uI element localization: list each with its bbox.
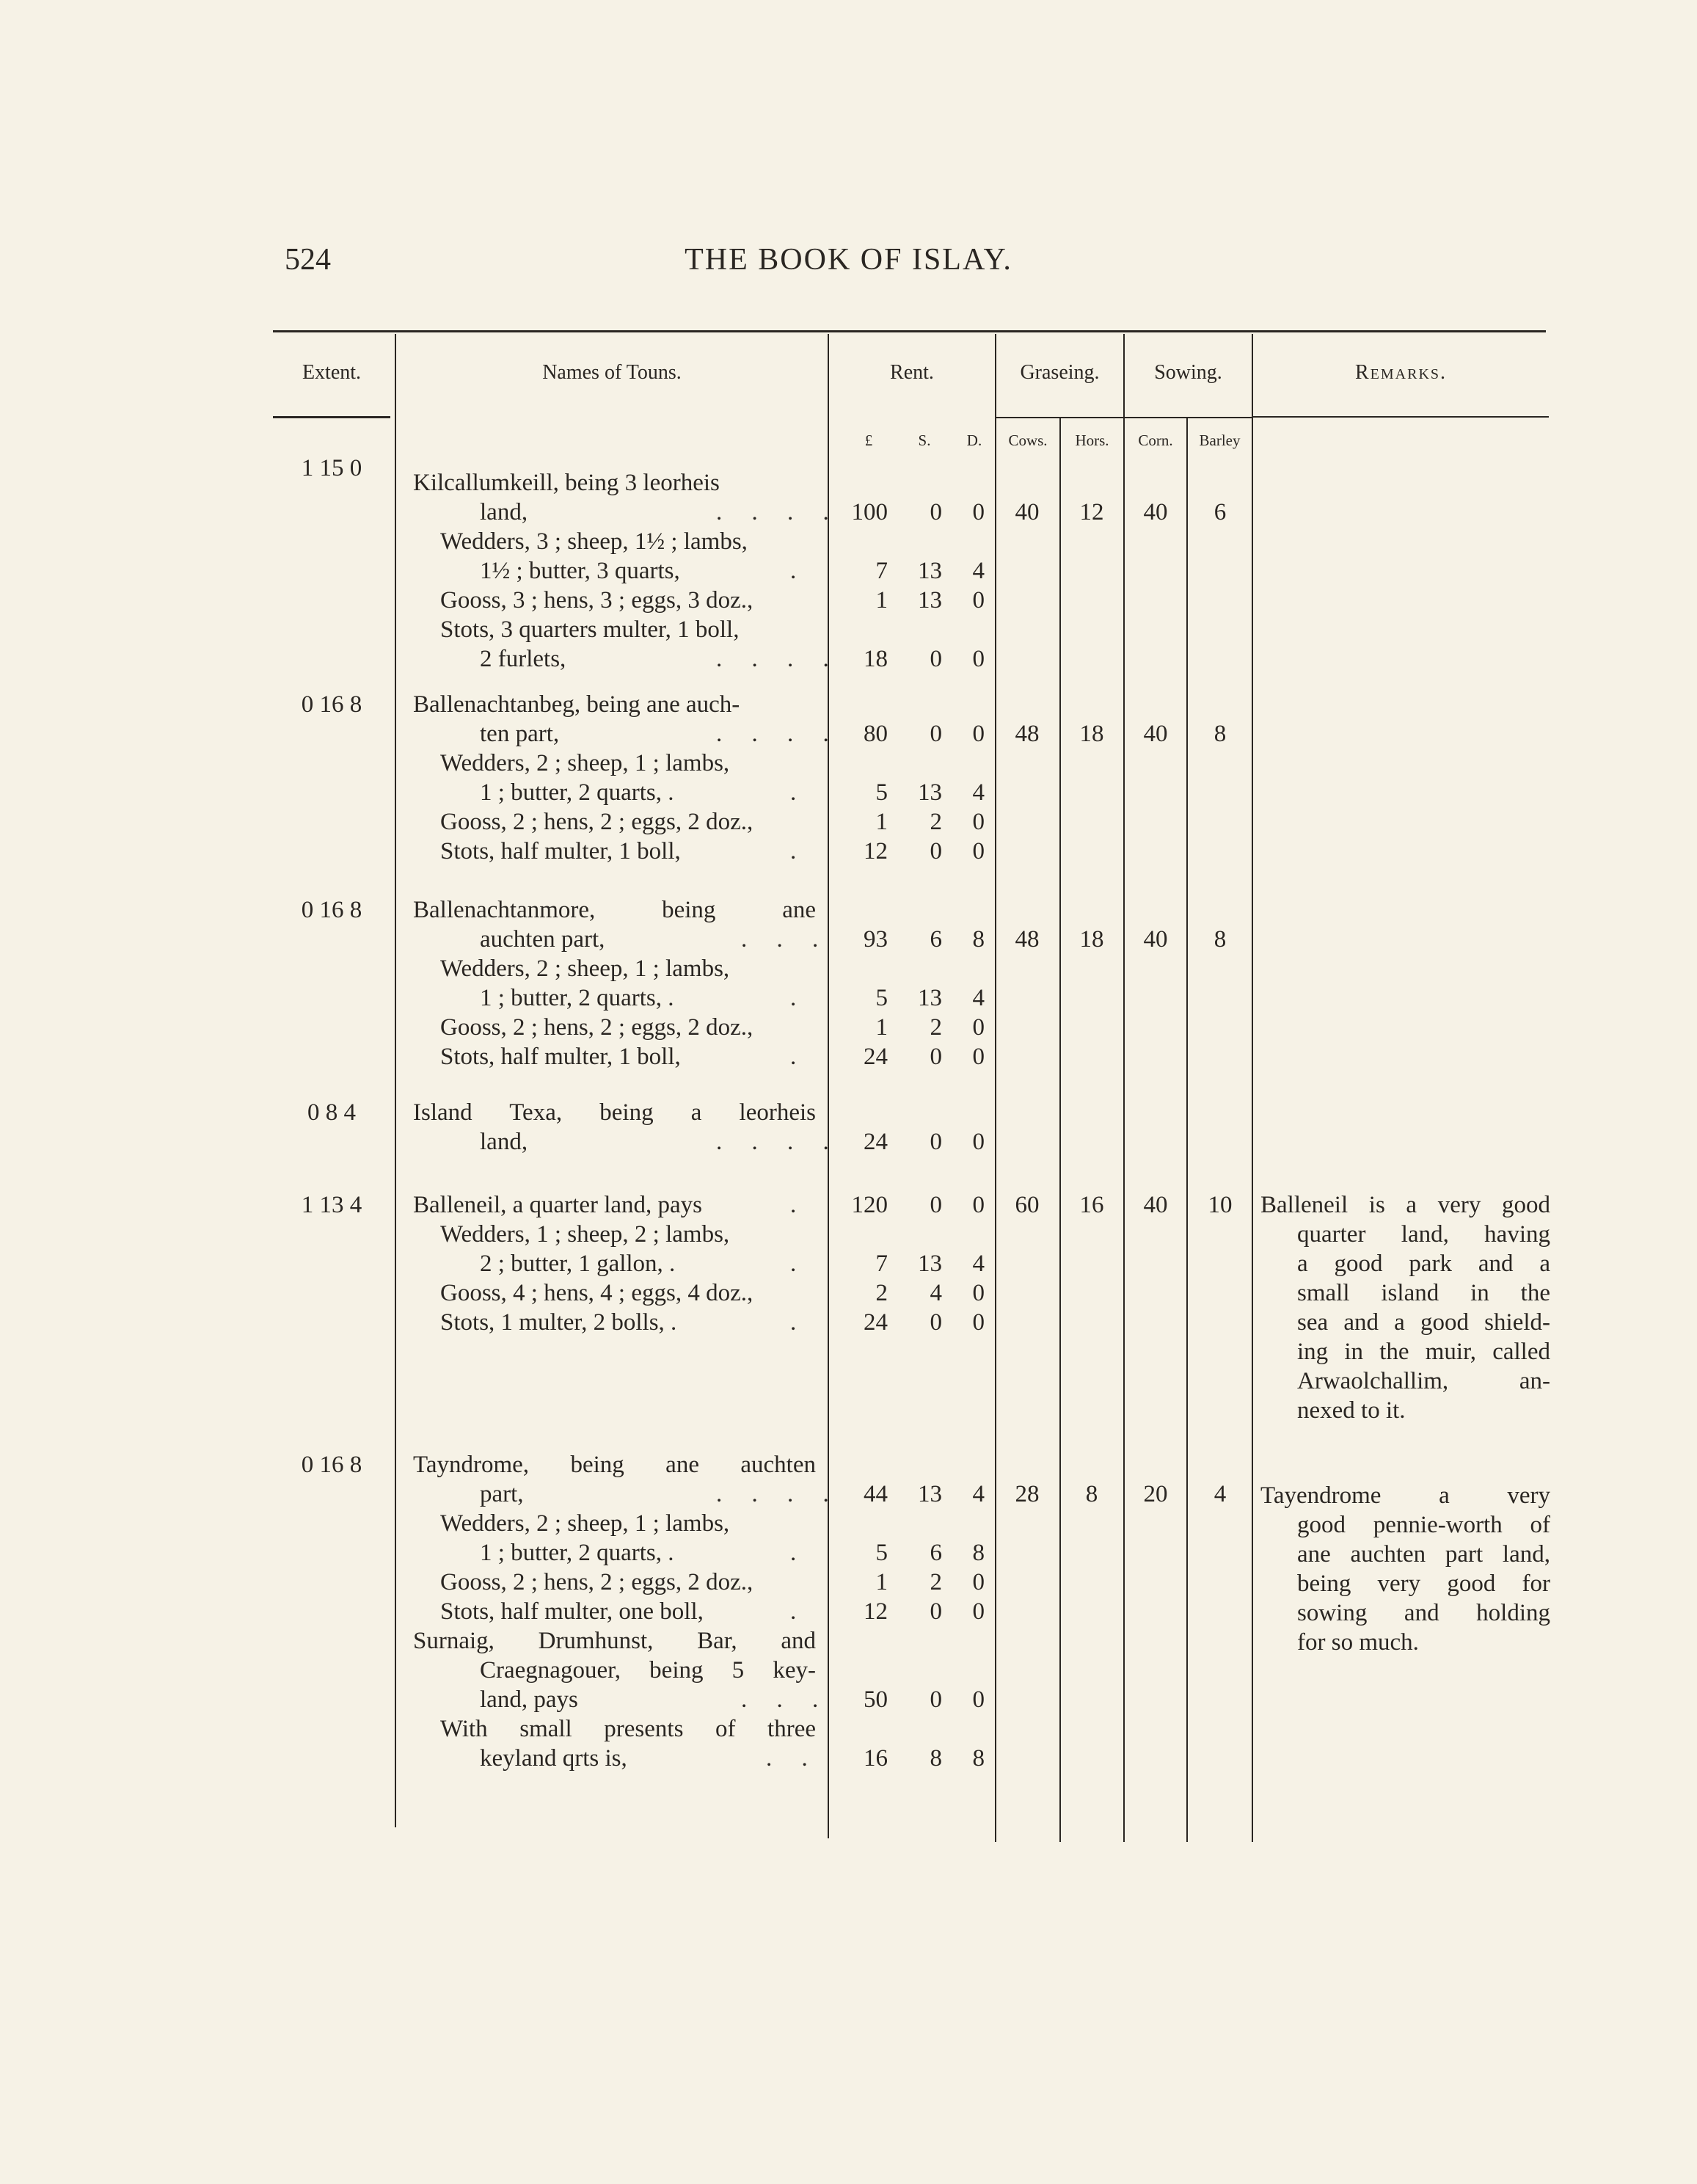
rent-pounds: 1	[875, 1014, 888, 1041]
rent-shillings: 0	[930, 646, 942, 672]
toun-name-line: Surnaig, Drumhunst, Bar, and	[413, 1628, 816, 1654]
rent-shillings: 0	[930, 1598, 942, 1625]
extent-value: 0 8 4	[307, 1099, 356, 1126]
rent-pounds: 100	[851, 499, 888, 525]
toun-name-line: Kilcallumkeill, being 3 leorheis	[413, 470, 720, 496]
rent-pence: 0	[972, 1598, 985, 1625]
hors-value: 18	[1079, 926, 1104, 953]
leader-dot: .	[790, 1540, 797, 1566]
corn-value: 40	[1143, 499, 1168, 525]
leader-dots: . . . .	[716, 1129, 841, 1155]
rent-pounds: 7	[875, 1251, 888, 1277]
remarks-line: Tayendrome a very	[1260, 1482, 1550, 1509]
cows-value: 48	[1015, 721, 1040, 747]
table-top-rule	[273, 330, 1546, 332]
leader-dots: . . .	[741, 926, 831, 953]
extent-value: 0 16 8	[301, 691, 362, 718]
rent-pounds: 5	[875, 779, 888, 806]
divider-cows-hors	[1059, 417, 1061, 1842]
remarks-line: good pennie-worth of	[1297, 1512, 1550, 1538]
leader-dots: . . . .	[716, 1481, 841, 1507]
remarks-line: for so much.	[1297, 1629, 1419, 1656]
corn-value: 20	[1143, 1481, 1168, 1507]
rent-pounds: 93	[864, 926, 888, 953]
remarks-line: sowing and holding	[1297, 1600, 1550, 1626]
rent-pounds: 1	[875, 1569, 888, 1595]
rent-pounds: 1	[875, 587, 888, 614]
remarks-line: small island in the	[1297, 1280, 1550, 1306]
toun-name-line: Stots, half multer, 1 boll,	[440, 838, 681, 864]
toun-name-line: Stots, half multer, 1 boll,	[440, 1044, 681, 1070]
rent-pounds: 12	[864, 838, 888, 864]
cows-value: 28	[1015, 1481, 1040, 1507]
corn-value: 40	[1143, 1192, 1168, 1218]
remarks-line: ane auchten part land,	[1297, 1541, 1550, 1568]
leader-dot: .	[790, 1192, 797, 1218]
leader-dot: .	[790, 985, 797, 1011]
remarks-line: Arwaolchallim, an-	[1297, 1368, 1550, 1394]
header-names: Names of Touns.	[542, 361, 682, 384]
rent-pounds: 18	[864, 646, 888, 672]
rent-pounds: 50	[864, 1686, 888, 1713]
corn-value: 40	[1143, 721, 1168, 747]
divider-corn-barley	[1186, 417, 1188, 1842]
rent-pounds: 120	[851, 1192, 888, 1218]
leader-dot: .	[790, 1309, 797, 1336]
rent-pence: 0	[972, 646, 985, 672]
cows-value: 40	[1015, 499, 1040, 525]
header-extent: Extent.	[302, 361, 362, 384]
rent-shillings: 6	[930, 1540, 942, 1566]
subheader-cows: Cows.	[1008, 432, 1048, 449]
leader-dots: . . . .	[716, 646, 841, 672]
remarks-line: a good park and a	[1297, 1251, 1550, 1277]
rent-pounds: 5	[875, 1540, 888, 1566]
extent-value: 1 15 0	[301, 455, 362, 481]
remarks-line: quarter land, having	[1297, 1221, 1550, 1248]
rent-shillings: 4	[930, 1280, 942, 1306]
toun-name-line: 1½ ; butter, 3 quarts,	[480, 558, 680, 584]
hors-value: 16	[1079, 1192, 1104, 1218]
rent-pence: 4	[972, 558, 985, 584]
rent-pounds: 1	[875, 809, 888, 835]
rent-shillings: 13	[918, 1251, 942, 1277]
leader-dots: . .	[766, 1745, 820, 1772]
divider-names-rent	[828, 334, 829, 1838]
barley-value: 4	[1214, 1481, 1227, 1507]
rent-pence: 4	[972, 985, 985, 1011]
toun-name-line: Craegnagouer, being 5 key-	[480, 1657, 816, 1684]
rent-pence: 0	[972, 1569, 985, 1595]
rent-pence: 0	[972, 809, 985, 835]
rent-pence: 8	[972, 926, 985, 953]
toun-name-line: 1 ; butter, 2 quarts, .	[480, 1540, 674, 1566]
page-number: 524	[285, 243, 331, 277]
toun-name-line: keyland qrts is,	[480, 1745, 627, 1772]
extent-value: 0 16 8	[301, 897, 362, 923]
rent-unit-shillings: S.	[918, 432, 931, 449]
rent-pence: 0	[972, 1280, 985, 1306]
rent-pence: 8	[972, 1745, 985, 1772]
rent-pounds: 24	[864, 1044, 888, 1070]
toun-name-line: Ballenachtanbeg, being ane auch-	[413, 691, 740, 718]
rent-pounds: 16	[864, 1745, 888, 1772]
rent-shillings: 0	[930, 1309, 942, 1336]
toun-name-line: Gooss, 2 ; hens, 2 ; eggs, 2 doz.,	[440, 1569, 753, 1595]
toun-name-line: Gooss, 2 ; hens, 2 ; eggs, 2 doz.,	[440, 809, 753, 835]
rent-shillings: 0	[930, 499, 942, 525]
divider-sowing-remarks	[1252, 334, 1253, 1842]
barley-value: 8	[1214, 721, 1227, 747]
toun-name-line: Ballenachtanmore, being ane	[413, 897, 816, 923]
rent-pence: 0	[972, 721, 985, 747]
toun-name-line: Gooss, 4 ; hens, 4 ; eggs, 4 doz.,	[440, 1280, 753, 1306]
barley-value: 6	[1214, 499, 1227, 525]
rent-pounds: 80	[864, 721, 888, 747]
rent-pounds: 12	[864, 1598, 888, 1625]
leader-dots: . . .	[741, 1686, 831, 1713]
toun-name-line: Stots, 1 multer, 2 bolls, .	[440, 1309, 677, 1336]
toun-name-line: 1 ; butter, 2 quarts, .	[480, 779, 674, 806]
extent-value: 1 13 4	[301, 1192, 362, 1218]
rent-shillings: 13	[918, 779, 942, 806]
subheader-hors: Hors.	[1075, 432, 1109, 449]
rent-shillings: 0	[930, 721, 942, 747]
rent-pence: 0	[972, 1309, 985, 1336]
rent-shillings: 13	[918, 558, 942, 584]
rent-pounds: 24	[864, 1309, 888, 1336]
page-header	[0, 242, 1697, 286]
corn-value: 40	[1143, 926, 1168, 953]
toun-name-line: ten part,	[480, 721, 560, 747]
barley-value: 10	[1208, 1192, 1233, 1218]
cows-value: 48	[1015, 926, 1040, 953]
rent-pence: 0	[972, 1192, 985, 1218]
leader-dot: .	[790, 779, 797, 806]
rent-pounds: 2	[875, 1280, 888, 1306]
rent-shillings: 0	[930, 1192, 942, 1218]
toun-name-line: Island Texa, being a leorheis	[413, 1099, 816, 1126]
toun-name-line: auchten part,	[480, 926, 605, 953]
toun-name-line: With small presents of three	[440, 1716, 816, 1742]
running-title: THE BOOK OF ISLAY.	[685, 243, 1012, 277]
header-sowing: Sowing.	[1154, 361, 1222, 384]
toun-name-line: Wedders, 1 ; sheep, 2 ; lambs,	[440, 1221, 730, 1248]
extent-header-rule	[273, 416, 390, 418]
rent-pounds: 24	[864, 1129, 888, 1155]
toun-name-line: Gooss, 2 ; hens, 2 ; eggs, 2 doz.,	[440, 1014, 753, 1041]
rent-shillings: 2	[930, 1014, 942, 1041]
toun-name-line: Stots, 3 quarters multer, 1 boll,	[440, 616, 740, 643]
rent-pence: 4	[972, 1251, 985, 1277]
hors-value: 12	[1079, 499, 1104, 525]
rent-pence: 0	[972, 1044, 985, 1070]
subheader-barley: Barley	[1199, 432, 1241, 449]
rent-pence: 0	[972, 499, 985, 525]
remarks-line: sea and a good shield-	[1297, 1309, 1550, 1336]
rent-shillings: 8	[930, 1745, 942, 1772]
toun-name-line: land,	[480, 499, 528, 525]
toun-name-line: Stots, half multer, one boll,	[440, 1598, 704, 1625]
header-graseing: Graseing.	[1020, 361, 1100, 384]
toun-name-line: Balleneil, a quarter land, pays	[413, 1192, 703, 1218]
rent-shillings: 0	[930, 1044, 942, 1070]
header-rent: Rent.	[890, 361, 934, 384]
rent-shillings: 13	[918, 587, 942, 614]
cows-value: 60	[1015, 1192, 1040, 1218]
rent-unit-pounds: £	[864, 432, 873, 449]
rent-pence: 0	[972, 838, 985, 864]
toun-name-line: land,	[480, 1129, 528, 1155]
rent-shillings: 2	[930, 1569, 942, 1595]
rent-pence: 4	[972, 779, 985, 806]
rent-shillings: 0	[930, 838, 942, 864]
toun-name-line: Wedders, 2 ; sheep, 1 ; lambs,	[440, 956, 730, 982]
header-remarks: Remarks.	[1354, 361, 1448, 384]
divider-graseing-sowing	[1123, 334, 1125, 1842]
remarks-line: nexed to it.	[1297, 1397, 1406, 1424]
toun-name-line: 1 ; butter, 2 quarts, .	[480, 985, 674, 1011]
toun-name-line: Wedders, 2 ; sheep, 1 ; lambs,	[440, 1510, 730, 1537]
leader-dot: .	[790, 838, 797, 864]
leader-dot: .	[790, 1044, 797, 1070]
rent-pounds: 44	[864, 1481, 888, 1507]
toun-name-line: Wedders, 3 ; sheep, 1½ ; lambs,	[440, 528, 748, 555]
remarks-line: Balleneil is a very good	[1260, 1192, 1550, 1218]
rent-shillings: 2	[930, 809, 942, 835]
divider-rent-graseing	[995, 334, 996, 1842]
toun-name-line: 2 ; butter, 1 gallon, .	[480, 1251, 676, 1277]
extent-value: 0 16 8	[301, 1452, 362, 1478]
rent-pence: 0	[972, 1014, 985, 1041]
remarks-text	[1260, 1481, 1550, 1657]
toun-name-line: land, pays	[480, 1686, 578, 1713]
toun-name-line: Gooss, 3 ; hens, 3 ; eggs, 3 doz.,	[440, 587, 753, 614]
toun-name-line: Tayndrome, being ane auchten	[413, 1452, 816, 1478]
leader-dots: . . . .	[716, 499, 841, 525]
rent-pounds: 5	[875, 985, 888, 1011]
remarks-line: ing in the muir, called	[1297, 1339, 1550, 1365]
rent-pence: 0	[972, 587, 985, 614]
rent-pence: 8	[972, 1540, 985, 1566]
leader-dot: .	[790, 1251, 797, 1277]
leader-dots: . . . .	[716, 721, 841, 747]
hors-value: 18	[1079, 721, 1104, 747]
leader-dot: .	[790, 1598, 797, 1625]
rent-shillings: 6	[930, 926, 942, 953]
remarks-header-rule	[1253, 416, 1549, 418]
rent-shillings: 0	[930, 1686, 942, 1713]
subheader-corn: Corn.	[1138, 432, 1173, 449]
leader-dot: .	[790, 558, 797, 584]
rent-pence: 0	[972, 1686, 985, 1713]
remarks-line: being very good for	[1297, 1570, 1550, 1597]
barley-value: 8	[1214, 926, 1227, 953]
toun-name-line: Wedders, 2 ; sheep, 1 ; lambs,	[440, 750, 730, 776]
subheader-rule	[995, 417, 1253, 418]
rent-unit-pence: D.	[966, 432, 982, 449]
toun-name-line: part,	[480, 1481, 524, 1507]
rent-pence: 0	[972, 1129, 985, 1155]
hors-value: 8	[1085, 1481, 1098, 1507]
rent-shillings: 0	[930, 1129, 942, 1155]
divider-extent-names	[395, 334, 396, 1827]
toun-name-line: 2 furlets,	[480, 646, 566, 672]
rent-pence: 4	[972, 1481, 985, 1507]
rent-pounds: 7	[875, 558, 888, 584]
rent-shillings: 13	[918, 1481, 942, 1507]
remarks-text	[1260, 1190, 1550, 1425]
rent-shillings: 13	[918, 985, 942, 1011]
